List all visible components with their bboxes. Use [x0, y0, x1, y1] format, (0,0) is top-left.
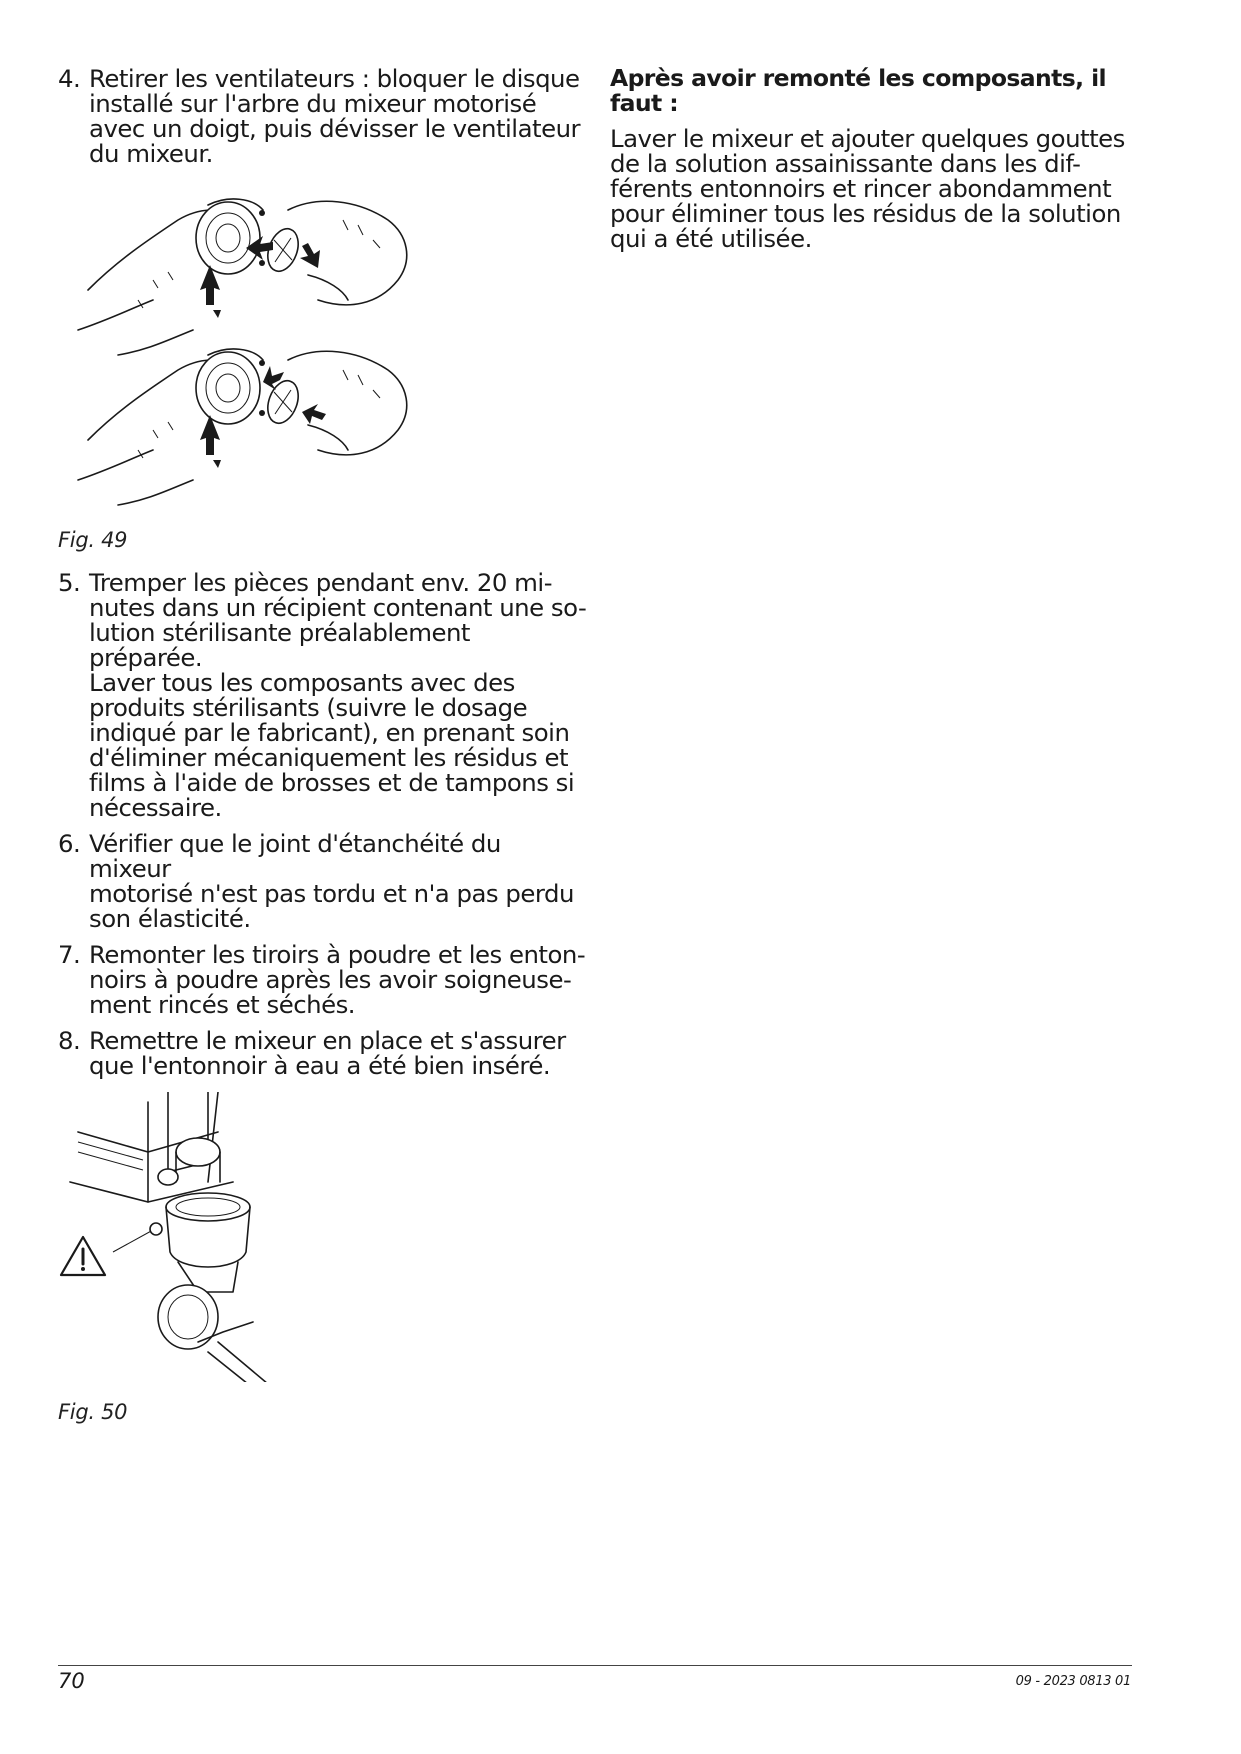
step-line: Retirer les ventilateurs : bloquer le disque	[89, 64, 580, 93]
step-8	[58, 1028, 588, 1078]
step-line: ment rincés et séchés.	[89, 990, 356, 1019]
figure-50-caption: Fig. 50	[58, 1400, 128, 1424]
step-line: installé sur l'arbre du mixeur motorisé	[89, 89, 537, 118]
step-number: 4.	[58, 64, 81, 93]
step-number: 8.	[58, 1026, 81, 1055]
upper-panel-drawing	[78, 199, 407, 355]
step-line: d'éliminer mécaniquement les résidus et	[89, 743, 569, 772]
step-line: Vérifier que le joint d'étanchéité du mixeur	[89, 829, 501, 883]
fan-removal-illustration	[58, 180, 498, 510]
paragraph-line: Laver le mixeur et ajouter quelques gouttes	[610, 124, 1125, 153]
figure-49	[58, 180, 588, 510]
step-line: produits stérilisants (suivre le dosage	[89, 693, 528, 722]
right-column	[610, 66, 1130, 251]
left-column	[58, 66, 588, 1424]
figure-49-caption: Fig. 49	[58, 528, 128, 552]
step-6	[58, 831, 588, 931]
step-line: nécessaire.	[89, 793, 222, 822]
step-4	[58, 66, 588, 166]
footer-divider	[58, 1665, 1132, 1666]
page-number: 70	[58, 1669, 85, 1693]
section-heading: Après avoir remonté les composants, il faut :	[610, 64, 1107, 117]
lower-panel-drawing	[78, 349, 407, 505]
step-line: indiqué par le fabricant), en prenant soin	[89, 718, 570, 747]
step-line: nutes dans un récipient contenant une so-	[89, 593, 587, 622]
step-line: avec un doigt, puis dévisser le ventilateur	[89, 114, 581, 143]
step-number: 7.	[58, 940, 81, 969]
step-line: lution stérilisante préalablement préparée.	[89, 618, 470, 672]
step-line: Remettre le mixeur en place et s'assurer	[89, 1026, 566, 1055]
step-line: Laver tous les composants avec des	[89, 668, 515, 697]
paragraph	[610, 126, 1130, 251]
paragraph-line: pour éliminer tous les résidus de la solution	[610, 199, 1121, 228]
step-line: que l'entonnoir à eau a été bien inséré.	[89, 1051, 551, 1080]
step-line: films à l'aide de brosses et de tampons si	[89, 768, 575, 797]
figure-50	[58, 1092, 588, 1382]
warning-triangle-icon	[58, 1234, 108, 1278]
step-line: son élasticité.	[89, 904, 251, 933]
paragraph-line: qui a été utilisée.	[610, 224, 812, 253]
step-line: Tremper les pièces pendant env. 20 mi-	[89, 568, 553, 597]
paragraph-line: férents entonnoirs et rincer abondamment	[610, 174, 1112, 203]
step-line: noirs à poudre après les avoir soigneuse-	[89, 965, 572, 994]
step-5	[58, 570, 588, 820]
document-code: 09 - 2023 0813 01	[1015, 1674, 1131, 1689]
step-line: motorisé n'est pas tordu et n'a pas perdu	[89, 879, 574, 908]
step-line: du mixeur.	[89, 139, 213, 168]
step-number: 6.	[58, 829, 81, 858]
step-7	[58, 942, 588, 1017]
step-line: Remonter les tiroirs à poudre et les enton-	[89, 940, 586, 969]
paragraph-line: de la solution assainissante dans les dif-	[610, 149, 1081, 178]
step-number: 5.	[58, 568, 81, 597]
